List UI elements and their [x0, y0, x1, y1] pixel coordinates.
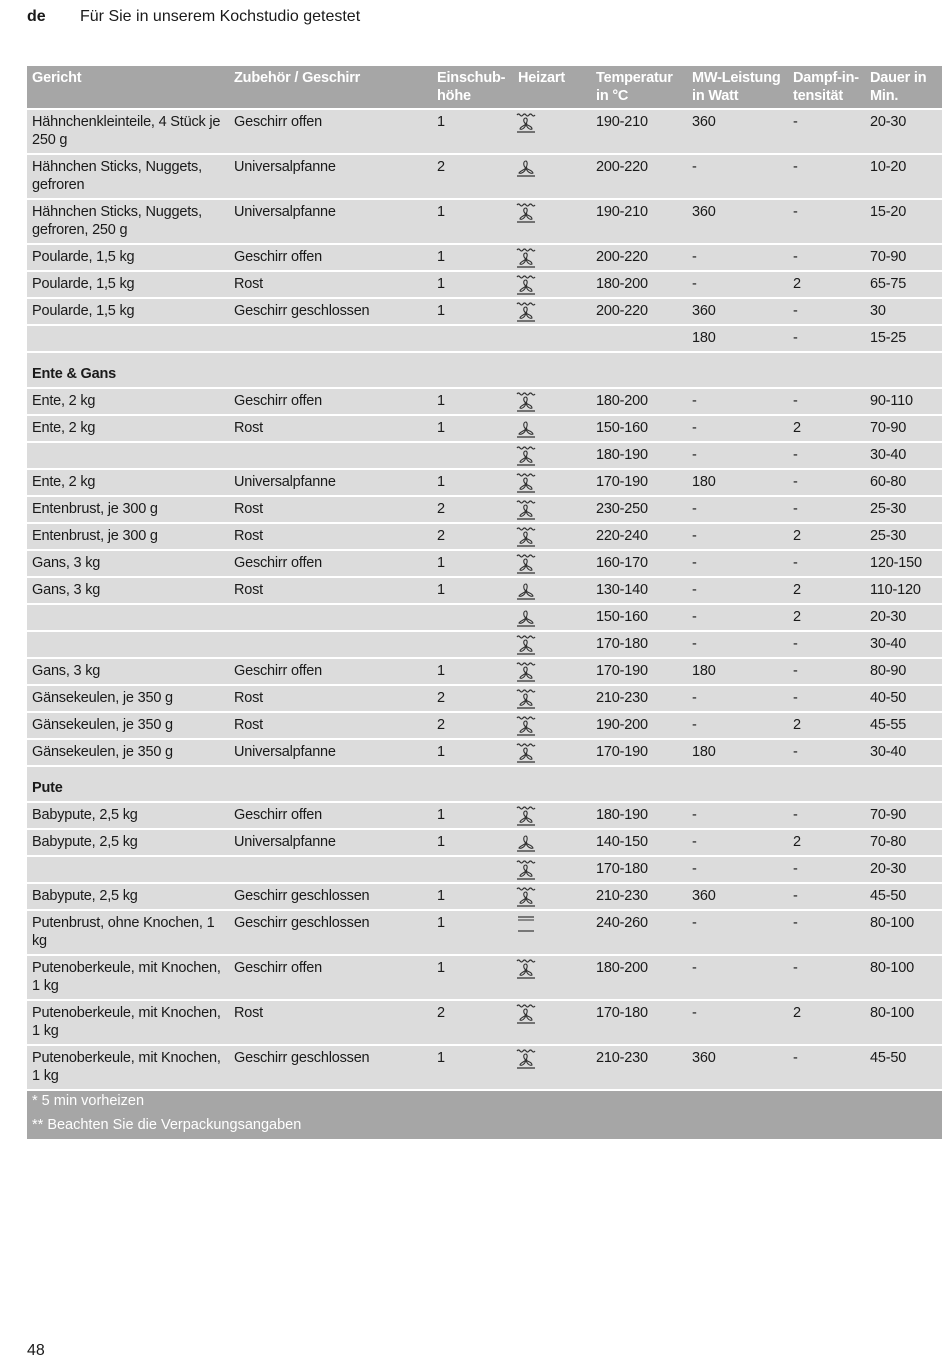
cell-mw: 360	[692, 114, 716, 130]
section-title: Pute	[32, 780, 63, 796]
cell-level: 2	[437, 690, 445, 706]
table-row	[27, 155, 942, 200]
cell-level: 1	[437, 474, 445, 490]
cell-temp: 140-150	[596, 834, 648, 850]
cell-acc: Universalpfanne	[234, 204, 336, 220]
cell-dur: 70-90	[870, 249, 907, 265]
cooking-table	[27, 66, 942, 1139]
cell-mw: -	[692, 807, 697, 823]
cell-dish: Gans, 3 kg	[32, 555, 101, 571]
cell-steam: -	[793, 690, 798, 706]
cell-temp: 170-190	[596, 744, 648, 760]
top-bottom-heat-icon	[515, 914, 585, 934]
cell-level: 1	[437, 276, 445, 292]
cell-dish: Putenoberkeule, mit Knochen, 1 kg	[32, 1005, 221, 1039]
cell-steam: -	[793, 330, 798, 346]
grill-fan-icon	[515, 554, 585, 574]
cell-mw: -	[692, 447, 697, 463]
cell-steam: 2	[793, 609, 801, 625]
cell-dur: 40-50	[870, 690, 907, 706]
cell-level: 1	[437, 555, 445, 571]
hot-air-icon	[515, 581, 585, 601]
cell-level: 1	[437, 420, 445, 436]
cell-level: 1	[437, 303, 445, 319]
cell-dish: Babypute, 2,5 kg	[32, 834, 138, 850]
cell-steam: -	[793, 204, 798, 220]
cell-acc: Geschirr offen	[234, 393, 323, 409]
cell-dish: Gans, 3 kg	[32, 582, 101, 598]
cell-acc: Universalpfanne	[234, 834, 336, 850]
cell-steam: 2	[793, 1005, 801, 1021]
heating-mode-cell	[515, 329, 585, 349]
table-row	[27, 686, 942, 713]
cell-temp: 210-230	[596, 888, 648, 904]
cell-dish: Ente, 2 kg	[32, 420, 96, 436]
cell-dur: 20-30	[870, 114, 907, 130]
cell-mw: -	[692, 582, 697, 598]
cell-dur: 70-80	[870, 834, 907, 850]
cell-level: 1	[437, 393, 445, 409]
cell-dur: 30	[870, 303, 886, 319]
column-header: Einschub- höhe	[437, 70, 506, 104]
cell-temp: 200-220	[596, 159, 648, 175]
table-row	[27, 497, 942, 524]
cell-acc: Geschirr geschlossen	[234, 303, 370, 319]
cell-level: 2	[437, 717, 445, 733]
hot-air-icon	[515, 419, 585, 439]
cell-temp: 170-180	[596, 861, 648, 877]
cell-steam: -	[793, 861, 798, 877]
cell-level: 1	[437, 807, 445, 823]
cell-dur: 15-25	[870, 330, 907, 346]
cell-steam: 2	[793, 528, 801, 544]
cell-steam: -	[793, 447, 798, 463]
cell-dur: 20-30	[870, 861, 907, 877]
cell-mw: 180	[692, 663, 716, 679]
cell-mw: 180	[692, 744, 716, 760]
cell-temp: 210-230	[596, 1050, 648, 1066]
cell-mw: -	[692, 393, 697, 409]
cell-acc: Geschirr geschlossen	[234, 888, 370, 904]
cell-steam: -	[793, 807, 798, 823]
cell-dur: 80-90	[870, 663, 907, 679]
cell-dur: 30-40	[870, 744, 907, 760]
table-row	[27, 659, 942, 686]
cell-dish: Poularde, 1,5 kg	[32, 276, 135, 292]
cell-steam: -	[793, 303, 798, 319]
table-row	[27, 443, 942, 470]
cell-acc: Rost	[234, 501, 264, 517]
grill-fan-icon	[515, 473, 585, 493]
grill-fan-icon	[515, 887, 585, 907]
footnote: ** Beachten Sie die Verpackungsangaben	[32, 1117, 302, 1133]
grill-fan-icon	[515, 203, 585, 223]
cell-temp: 180-190	[596, 807, 648, 823]
column-header: MW-Leistung in Watt	[692, 70, 781, 104]
grill-fan-icon	[515, 689, 585, 709]
cell-dur: 20-30	[870, 609, 907, 625]
cell-acc: Rost	[234, 528, 264, 544]
table-row	[27, 299, 942, 326]
cell-dur: 90-110	[870, 393, 913, 409]
table-row	[27, 416, 942, 443]
cell-dish: Gänsekeulen, je 350 g	[32, 744, 173, 760]
hot-air-icon	[515, 833, 585, 853]
cell-level: 1	[437, 915, 445, 931]
cell-acc: Universalpfanne	[234, 744, 336, 760]
cell-dur: 45-55	[870, 717, 907, 733]
cell-steam: -	[793, 159, 798, 175]
cell-acc: Geschirr offen	[234, 663, 323, 679]
cell-mw: 360	[692, 888, 716, 904]
cell-mw: -	[692, 1005, 697, 1021]
table-row	[27, 605, 942, 632]
cell-dur: 45-50	[870, 1050, 907, 1066]
cell-acc: Universalpfanne	[234, 474, 336, 490]
cell-mw: -	[692, 501, 697, 517]
cell-mw: -	[692, 249, 697, 265]
cell-dur: 70-90	[870, 807, 907, 823]
column-header: Dauer in Min.	[870, 70, 927, 104]
cell-steam: -	[793, 888, 798, 904]
grill-fan-icon	[515, 275, 585, 295]
cell-level: 1	[437, 582, 445, 598]
cell-acc: Geschirr offen	[234, 960, 323, 976]
section-header	[27, 767, 942, 803]
cell-temp: 230-250	[596, 501, 648, 517]
cell-dur: 70-90	[870, 420, 907, 436]
footnote: * 5 min vorheizen	[32, 1093, 145, 1109]
table-row	[27, 272, 942, 299]
cell-dish: Poularde, 1,5 kg	[32, 249, 135, 265]
cell-acc: Rost	[234, 690, 264, 706]
cell-level: 1	[437, 663, 445, 679]
cell-dish: Babypute, 2,5 kg	[32, 807, 138, 823]
table-row	[27, 884, 942, 911]
grill-fan-icon	[515, 446, 585, 466]
cell-mw: 180	[692, 330, 716, 346]
cell-dur: 10-20	[870, 159, 907, 175]
grill-fan-icon	[515, 302, 585, 322]
cell-mw: 180	[692, 474, 716, 490]
cell-mw: 360	[692, 1050, 716, 1066]
cell-steam: 2	[793, 717, 801, 733]
cell-temp: 220-240	[596, 528, 648, 544]
cell-acc: Rost	[234, 420, 264, 436]
table-row	[27, 524, 942, 551]
table-row	[27, 740, 942, 767]
cell-dish: Hähnchen Sticks, Nuggets, gefroren, 250 g	[32, 204, 202, 238]
table-row	[27, 956, 942, 1001]
cell-steam: -	[793, 393, 798, 409]
grill-fan-icon	[515, 635, 585, 655]
cell-dur: 30-40	[870, 447, 907, 463]
cell-steam: -	[793, 114, 798, 130]
cell-dur: 45-50	[870, 888, 907, 904]
table-row	[27, 830, 942, 857]
cell-dur: 65-75	[870, 276, 907, 292]
cell-acc: Rost	[234, 717, 264, 733]
table-row	[27, 713, 942, 740]
section-title: Ente & Gans	[32, 366, 117, 382]
grill-fan-icon	[515, 662, 585, 682]
cell-mw: 360	[692, 303, 716, 319]
table-row	[27, 1046, 942, 1091]
cell-acc: Geschirr offen	[234, 114, 323, 130]
cell-temp: 150-160	[596, 420, 648, 436]
cell-mw: -	[692, 276, 697, 292]
cell-acc: Rost	[234, 276, 264, 292]
cell-steam: 2	[793, 276, 801, 292]
table-row	[27, 1001, 942, 1046]
cell-dish: Hähnchen Sticks, Nuggets, gefroren	[32, 159, 202, 193]
table-header	[27, 66, 942, 110]
table-row	[27, 326, 942, 353]
cell-dish: Ente, 2 kg	[32, 474, 96, 490]
cell-temp: 160-170	[596, 555, 648, 571]
cell-steam: -	[793, 474, 798, 490]
table-row	[27, 578, 942, 605]
cell-temp: 150-160	[596, 609, 648, 625]
cell-level: 1	[437, 888, 445, 904]
cell-dur: 60-80	[870, 474, 907, 490]
cell-dish: Putenbrust, ohne Knochen, 1 kg	[32, 915, 215, 949]
cell-steam: -	[793, 744, 798, 760]
column-header: Gericht	[32, 70, 82, 86]
grill-fan-icon	[515, 1049, 585, 1069]
cell-steam: -	[793, 249, 798, 265]
cell-dish: Putenoberkeule, mit Knochen, 1 kg	[32, 960, 221, 994]
grill-fan-icon	[515, 113, 585, 133]
table-row	[27, 389, 942, 416]
cell-mw: -	[692, 690, 697, 706]
cell-level: 1	[437, 114, 445, 130]
cell-mw: -	[692, 555, 697, 571]
cell-temp: 200-220	[596, 249, 648, 265]
cell-mw: 360	[692, 204, 716, 220]
grill-fan-icon	[515, 743, 585, 763]
grill-fan-icon	[515, 500, 585, 520]
cell-mw: -	[692, 636, 697, 652]
cell-steam: 2	[793, 582, 801, 598]
cell-temp: 180-200	[596, 276, 648, 292]
cell-acc: Geschirr geschlossen	[234, 1050, 370, 1066]
cell-acc: Geschirr offen	[234, 249, 323, 265]
cell-acc: Rost	[234, 1005, 264, 1021]
cell-dur: 80-100	[870, 915, 914, 931]
cell-mw: -	[692, 915, 697, 931]
grill-fan-icon	[515, 959, 585, 979]
cell-temp: 180-200	[596, 393, 648, 409]
language-code: de	[27, 8, 46, 25]
cell-temp: 210-230	[596, 690, 648, 706]
cell-steam: 2	[793, 420, 801, 436]
cell-level: 2	[437, 501, 445, 517]
cell-acc: Geschirr geschlossen	[234, 915, 370, 931]
table-row	[27, 110, 942, 155]
table-row	[27, 470, 942, 497]
cell-dur: 110-120	[870, 582, 921, 598]
column-header: Dampf-in- tensität	[793, 70, 859, 104]
table-row	[27, 857, 942, 884]
cell-dish: Gans, 3 kg	[32, 663, 101, 679]
cell-dish: Putenoberkeule, mit Knochen, 1 kg	[32, 1050, 221, 1084]
hot-air-icon	[515, 608, 585, 628]
cell-acc: Geschirr offen	[234, 555, 323, 571]
cell-mw: -	[692, 717, 697, 733]
table-body	[27, 110, 942, 1091]
column-header: Heizart	[518, 70, 565, 86]
cell-temp: 170-190	[596, 663, 648, 679]
cell-dur: 80-100	[870, 960, 914, 976]
table-row	[27, 200, 942, 245]
cell-level: 1	[437, 744, 445, 760]
cell-temp: 130-140	[596, 582, 648, 598]
cell-steam: -	[793, 501, 798, 517]
cell-level: 2	[437, 159, 445, 175]
grill-fan-icon	[515, 716, 585, 736]
cell-dish: Ente, 2 kg	[32, 393, 96, 409]
cell-steam: -	[793, 1050, 798, 1066]
column-header: Zubehör / Geschirr	[234, 70, 361, 86]
cell-steam: -	[793, 555, 798, 571]
table-row	[27, 245, 942, 272]
page-number: 48	[27, 1342, 45, 1359]
cell-level: 2	[437, 528, 445, 544]
cell-mw: -	[692, 159, 697, 175]
cell-level: 1	[437, 1050, 445, 1066]
cell-mw: -	[692, 420, 697, 436]
cell-acc: Geschirr offen	[234, 807, 323, 823]
cell-dish: Gänsekeulen, je 350 g	[32, 690, 173, 706]
cell-dish: Gänsekeulen, je 350 g	[32, 717, 173, 733]
table-row	[27, 632, 942, 659]
cell-steam: -	[793, 915, 798, 931]
cell-dish: Hähnchenkleinteile, 4 Stück je 250 g	[32, 114, 221, 148]
cell-steam: -	[793, 960, 798, 976]
cell-dur: 15-20	[870, 204, 907, 220]
section-header	[27, 353, 942, 389]
cell-mw: -	[692, 609, 697, 625]
cell-level: 1	[437, 249, 445, 265]
cell-level: 1	[437, 960, 445, 976]
cell-steam: -	[793, 663, 798, 679]
cell-dish: Poularde, 1,5 kg	[32, 303, 135, 319]
cell-dur: 25-30	[870, 528, 907, 544]
cell-temp: 170-180	[596, 636, 648, 652]
cell-steam: 2	[793, 834, 801, 850]
cell-level: 1	[437, 834, 445, 850]
cell-level: 2	[437, 1005, 445, 1021]
cell-temp: 190-210	[596, 204, 648, 220]
cell-temp: 190-200	[596, 717, 648, 733]
grill-fan-icon	[515, 860, 585, 880]
cell-dish: Babypute, 2,5 kg	[32, 888, 138, 904]
cell-dish: Entenbrust, je 300 g	[32, 501, 158, 517]
table-row	[27, 911, 942, 956]
cell-acc: Universalpfanne	[234, 159, 336, 175]
cell-mw: -	[692, 528, 697, 544]
table-footnotes	[27, 1091, 942, 1139]
cell-temp: 240-260	[596, 915, 648, 931]
cell-steam: -	[793, 636, 798, 652]
grill-fan-icon	[515, 248, 585, 268]
cell-dur: 80-100	[870, 1005, 914, 1021]
column-header: Temperatur in °C	[596, 70, 673, 104]
cell-acc: Rost	[234, 582, 264, 598]
cell-mw: -	[692, 861, 697, 877]
cell-dur: 25-30	[870, 501, 907, 517]
grill-fan-icon	[515, 1004, 585, 1024]
cell-temp: 190-210	[596, 114, 648, 130]
cell-temp: 180-200	[596, 960, 648, 976]
cell-dish: Entenbrust, je 300 g	[32, 528, 158, 544]
cell-mw: -	[692, 834, 697, 850]
cell-temp: 180-190	[596, 447, 648, 463]
table-row	[27, 551, 942, 578]
cell-dur: 120-150	[870, 555, 922, 571]
cell-level: 1	[437, 204, 445, 220]
grill-fan-icon	[515, 392, 585, 412]
cell-temp: 170-180	[596, 1005, 648, 1021]
grill-fan-icon	[515, 527, 585, 547]
grill-fan-icon	[515, 806, 585, 826]
table-row	[27, 803, 942, 830]
cell-temp: 200-220	[596, 303, 648, 319]
page-title: Für Sie in unserem Kochstudio getestet	[80, 8, 361, 25]
cell-mw: -	[692, 960, 697, 976]
cell-temp: 170-190	[596, 474, 648, 490]
cell-dur: 30-40	[870, 636, 907, 652]
hot-air-icon	[515, 158, 585, 178]
